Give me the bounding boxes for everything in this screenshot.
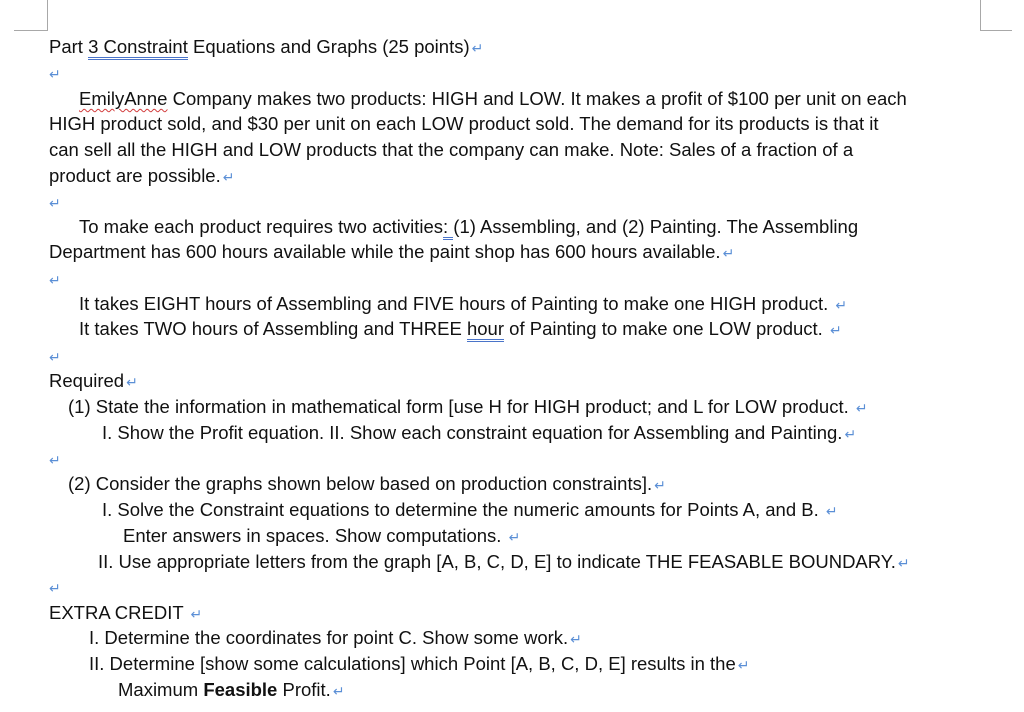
paragraph-mark-icon: ↵: [49, 195, 61, 211]
para3-line2: It takes TWO hours of Assembling and THREE hour of Painting to make one LOW product. ↵: [79, 318, 842, 341]
paragraph-mark-icon: ↵: [49, 580, 61, 596]
paragraph-mark-icon: ↵: [126, 374, 138, 390]
blank-line: [47, 268, 61, 291]
blank-line: [47, 62, 61, 85]
paragraph-mark-icon: ↵: [49, 272, 61, 288]
para2-line2: Department has 600 hours available while the paint shop has 600 hours available. ↵: [49, 241, 735, 262]
paragraph-mark-icon: ↵: [825, 503, 838, 519]
required-heading: Required ↵: [49, 370, 138, 391]
part-heading: Part 3 Constraint Equations and Graphs (25 points) ↵: [49, 36, 483, 59]
extra-credit-heading: EXTRA CREDIT ↵: [49, 602, 203, 623]
paragraph-mark-icon: ↵: [471, 40, 484, 56]
blank-line: [47, 345, 61, 368]
paragraph-mark-icon: ↵: [897, 555, 910, 571]
paragraph-mark-icon: ↵: [855, 400, 868, 416]
required-item-1: (1) State the information in mathematical form [use H for HIGH product; and L for LOW product. ↵: [68, 396, 868, 417]
blank-line: [47, 191, 61, 214]
extra-credit-item-2: II. Determine [show some calculations] which Point [A, B, C, D, E] results in the ↵: [89, 653, 750, 674]
feasible-word: Feasible: [203, 679, 278, 700]
page-corner-right-vertical: [980, 0, 981, 31]
paragraph-mark-icon: ↵: [49, 452, 61, 468]
paragraph-mark-icon: ↵: [722, 245, 735, 261]
paragraph-mark-icon: ↵: [654, 477, 666, 493]
constraint-word: Constraint: [104, 36, 188, 60]
paragraph-mark-icon: ↵: [737, 657, 750, 673]
paragraph-mark-icon: ↵: [49, 349, 61, 365]
paragraph-mark-icon: ↵: [844, 426, 857, 442]
required-item-2-i: I. Solve the Constraint equations to determine the numeric amounts for Points A, and B. ↵: [102, 499, 838, 520]
para2-line1: To make each product requires two activities: (1) Assembling, and (2) Painting. The Assembling: [79, 216, 858, 238]
extra-credit-item-2-cont: Maximum Feasible Profit. ↵: [118, 679, 345, 700]
para1-line2: HIGH product sold, and $30 per unit on each LOW product sold. The demand for its products is that it: [49, 113, 879, 134]
extra-credit-item-1: I. Determine the coordinates for point C. Show some work. ↵: [89, 627, 582, 648]
blank-line: [47, 576, 61, 599]
page-corner-left: [14, 30, 48, 31]
required-item-1-sub: I. Show the Profit equation. II. Show each constraint equation for Assembling and Painting. ↵: [102, 422, 857, 443]
para1-line1: EmilyAnne Company makes two products: HIGH and LOW. It makes a profit of $100 per unit on each: [79, 88, 907, 109]
paragraph-mark-icon: ↵: [829, 322, 842, 338]
blank-line: [47, 448, 61, 471]
part-number: 3: [88, 36, 98, 60]
company-name: EmilyAnne: [79, 88, 168, 109]
para1-line3: can sell all the HIGH and LOW products that the company can make. Note: Sales of a fraction of a: [49, 139, 854, 160]
paragraph-mark-icon: ↵: [222, 169, 235, 185]
required-item-2: (2) Consider the graphs shown below based on production constraints]. ↵: [68, 473, 666, 494]
paragraph-mark-icon: ↵: [190, 606, 203, 622]
paragraph-mark-icon: ↵: [332, 683, 345, 699]
page-corner-left-vertical: [47, 0, 48, 31]
page-corner-right: [980, 30, 1012, 31]
paragraph-mark-icon: ↵: [570, 631, 582, 647]
required-item-2-ii: II. Use appropriate letters from the graph [A, B, C, D, E] to indicate THE FEASABLE BOUNDARY. ↵: [98, 551, 910, 572]
para1-line4: product are possible. ↵: [49, 165, 235, 186]
para3-line1: It takes EIGHT hours of Assembling and FIVE hours of Painting to make one HIGH product. ↵: [79, 293, 848, 314]
paragraph-mark-icon: ↵: [49, 66, 61, 82]
paragraph-mark-icon: ↵: [835, 297, 848, 313]
required-item-2-i-cont: Enter answers in spaces. Show computations. ↵: [123, 525, 521, 546]
paragraph-mark-icon: ↵: [508, 529, 521, 545]
